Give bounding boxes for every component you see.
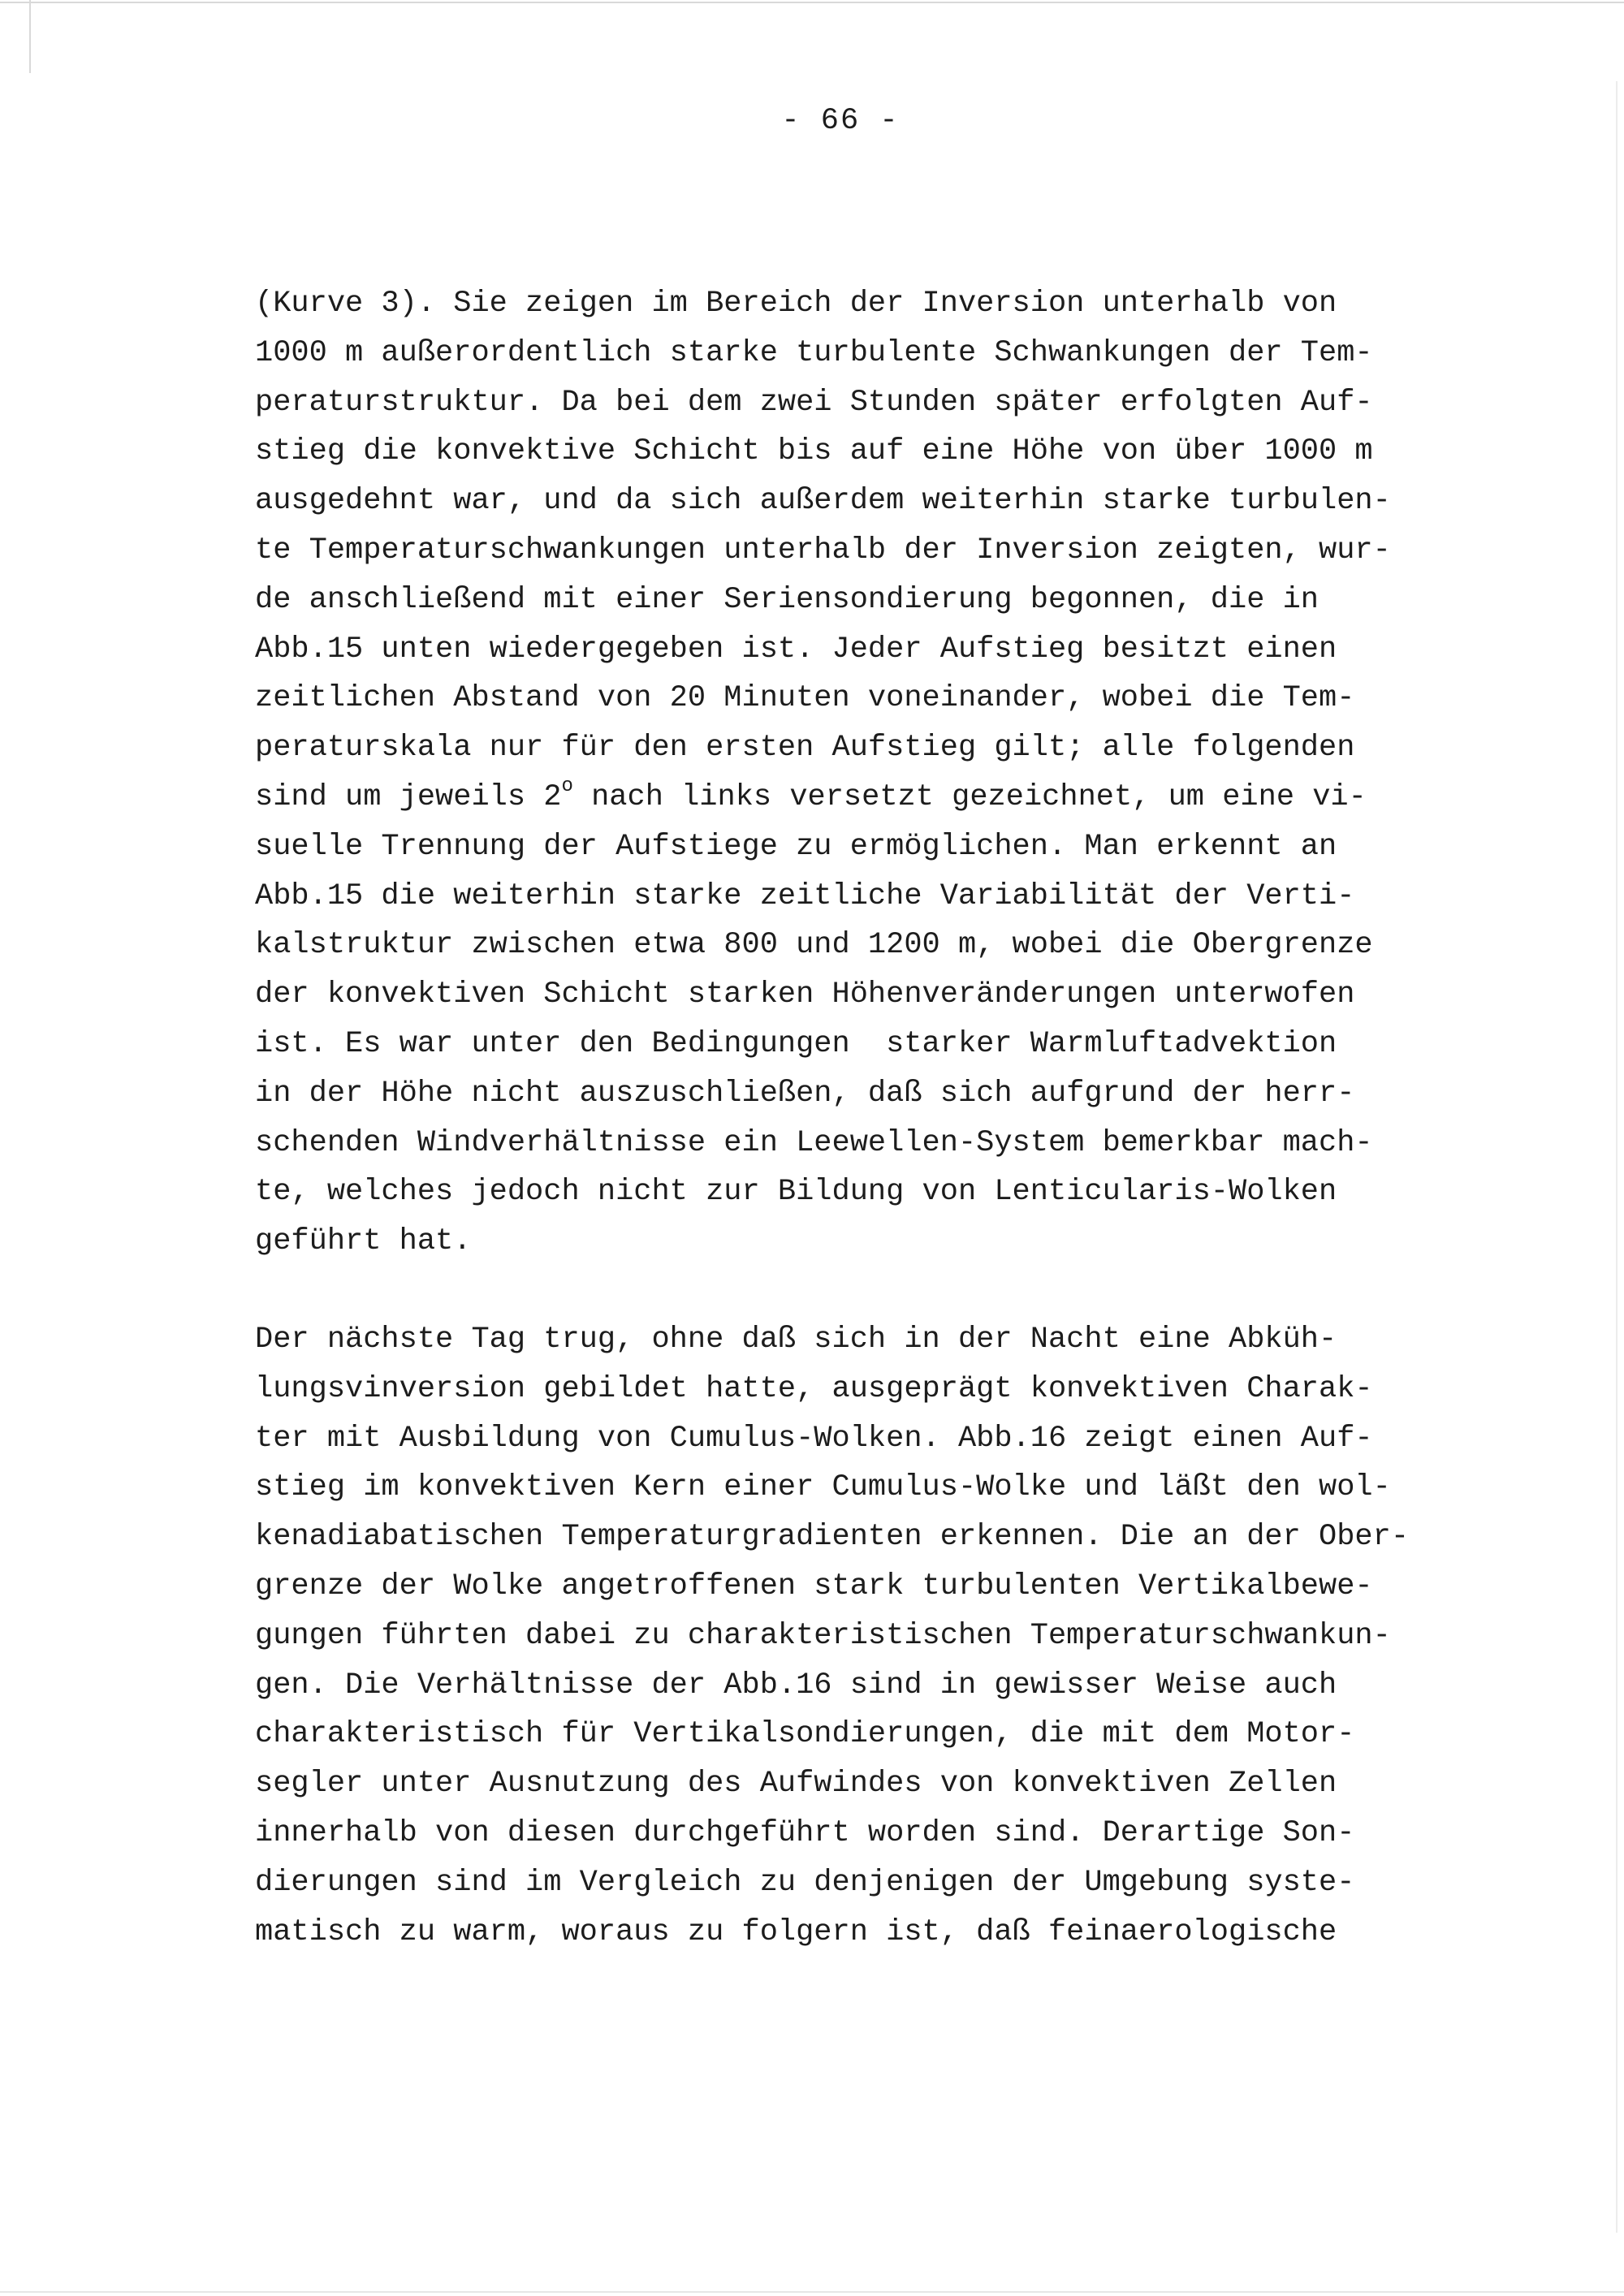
text-line: suelle Trennung der Aufstiege zu ermöglichen. Man erkennt an — [255, 829, 1337, 864]
text-line: ter mit Ausbildung von Cumulus-Wolken. Abb.16 zeigt einen Auf- — [255, 1421, 1373, 1456]
degree-superscript: o — [561, 775, 573, 797]
page-number: - 66 - — [781, 104, 900, 138]
text-line: Abb.15 unten wiedergegeben ist. Jeder Aufstieg besitzt einen — [255, 632, 1337, 667]
text-line: Abb.15 die weiterhin starke zeitliche Variabilität der Verti- — [255, 878, 1355, 913]
text-line: segler unter Ausnutzung des Aufwindes von konvektiven Zellen — [255, 1767, 1337, 1802]
text-line: der konvektiven Schicht starken Höhenveränderungen unterwofen — [255, 978, 1355, 1012]
text-line: te, welches jedoch nicht zur Bildung von Lenticularis-Wolken — [255, 1175, 1337, 1210]
text-segment: nach links versetzt gezeichnet, um eine vi- — [572, 779, 1367, 814]
text-line: stieg im konvektiven Kern einer Cumulus-Wolke und läßt den wol- — [255, 1470, 1391, 1505]
scan-edge-bottom — [0, 2291, 1624, 2293]
text-line: in der Höhe nicht auszuschließen, daß sich aufgrund der herr- — [255, 1076, 1355, 1111]
scan-edge-right — [1616, 81, 1618, 2233]
text-line: de anschließend mit einer Seriensondierung begonnen, die in — [255, 582, 1320, 617]
text-segment: sind um jeweils 2 — [255, 779, 562, 814]
text-line: ist. Es war unter den Bedingungen starker Warmluftadvektion — [255, 1026, 1337, 1061]
paragraph-2 — [255, 1315, 1587, 1957]
text-line: grenze der Wolke angetroffenen stark turbulenten Vertikalbewe- — [255, 1569, 1373, 1603]
text-line: Der nächste Tag trug, ohne daß sich in der Nacht eine Abküh- — [255, 1323, 1337, 1357]
paragraph-1 — [255, 279, 1587, 1267]
text-line: kalstruktur zwischen etwa 800 und 1200 m, wobei die Obergrenze — [255, 928, 1373, 963]
text-line: peraturstruktur. Da bei dem zwei Stunden später erfolgten Auf- — [255, 385, 1373, 420]
text-line: stieg die konvektive Schicht bis auf eine Höhe von über 1000 m — [255, 434, 1373, 469]
text-line: (Kurve 3). Sie zeigen im Bereich der Inversion unterhalb von — [255, 287, 1337, 321]
text-line: peraturskala nur für den ersten Aufstieg gilt; alle folgenden — [255, 731, 1355, 766]
text-line: gen. Die Verhältnisse der Abb.16 sind in gewisser Weise auch — [255, 1668, 1337, 1703]
text-line: gungen führten dabei zu charakteristischen Temperaturschwankun- — [255, 1618, 1391, 1653]
text-line: matisch zu warm, woraus zu folgern ist, daß feinaerologische — [255, 1914, 1337, 1949]
scan-edge-left — [29, 0, 31, 73]
scan-edge-top — [0, 2, 1624, 3]
text-line: schenden Windverhältnisse ein Leewellen-System bemerkbar mach- — [255, 1125, 1373, 1160]
text-line-with-superscript — [255, 773, 1587, 822]
text-line: te Temperaturschwankungen unterhalb der Inversion zeigten, wur- — [255, 533, 1391, 568]
text-line: lungsvinversion gebildet hatte, ausgeprägt konvektiven Charak- — [255, 1371, 1373, 1406]
text-line: geführt hat. — [255, 1224, 472, 1259]
text-line: charakteristisch für Vertikalsondierungen, die mit dem Motor- — [255, 1717, 1355, 1752]
text-line: kenadiabatischen Temperaturgradienten erkennen. Die an der Ober- — [255, 1520, 1410, 1555]
text-line: dierungen sind im Vergleich zu denjenigen der Umgebung syste- — [255, 1865, 1355, 1900]
text-line: zeitlichen Abstand von 20 Minuten voneinander, wobei die Tem- — [255, 681, 1355, 716]
text-line: ausgedehnt war, und da sich außerdem weiterhin starke turbulen- — [255, 484, 1391, 519]
text-line: 1000 m außerordentlich starke turbulente Schwankungen der Tem- — [255, 335, 1373, 370]
text-line: innerhalb von diesen durchgeführt worden sind. Derartige Son- — [255, 1815, 1355, 1850]
